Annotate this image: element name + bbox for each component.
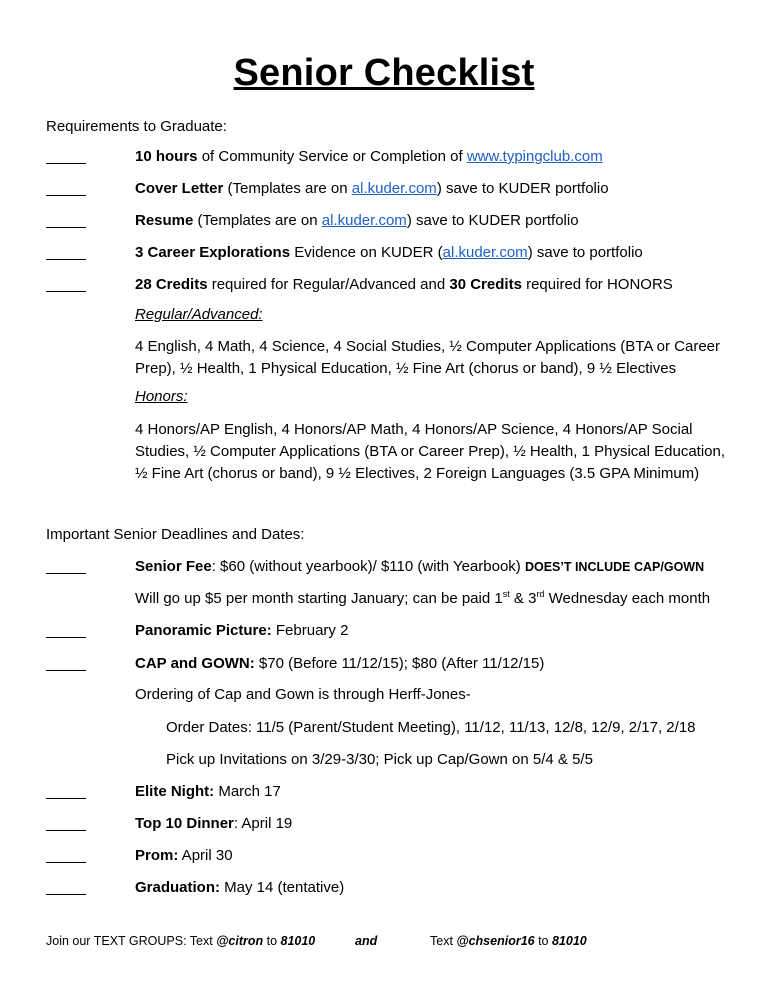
item-text-after: ) save to KUDER portfolio bbox=[406, 212, 579, 229]
typingclub-link[interactable]: www.typingclub.com bbox=[466, 148, 603, 165]
regular-requirements-text bbox=[135, 336, 728, 380]
footer-and: and bbox=[355, 934, 378, 948]
subheading-text: Honors: bbox=[135, 388, 188, 405]
item-bold: Resume bbox=[135, 212, 194, 229]
text-group-code: @citron bbox=[216, 934, 264, 948]
superscript: st bbox=[502, 589, 510, 599]
checkbox-blank[interactable] bbox=[46, 276, 86, 292]
item-bold: 3 Career Explorations bbox=[135, 244, 291, 261]
checkbox-blank[interactable] bbox=[46, 815, 86, 831]
checkbox-blank[interactable] bbox=[46, 783, 86, 799]
item-bold: 30 Credits bbox=[449, 276, 522, 293]
footer-text: Text bbox=[430, 934, 457, 948]
subheading-text: Regular/Advanced: bbox=[135, 306, 263, 323]
fee-note-caps: DOES’T INCLUDE CAP/GOWN bbox=[524, 560, 705, 574]
item-bold: 10 hours bbox=[135, 148, 198, 165]
item-text: $70 (Before 11/12/15); $80 (After 11/12/15) bbox=[254, 655, 545, 672]
item-bold: Senior Fee bbox=[135, 558, 212, 575]
page-title: Senior Checklist bbox=[233, 52, 535, 94]
footer-text: to bbox=[263, 934, 281, 948]
footer-text: Join our TEXT GROUPS: Text bbox=[46, 934, 217, 948]
text-group-code: @chsenior16 bbox=[456, 934, 535, 948]
item-text: of Community Service or Completion of bbox=[197, 148, 467, 165]
text-line: ½ Fine Art (chorus or band), 9 ½ Electives, 2 Foreign Languages (3.5 GPA Minimum) bbox=[135, 465, 700, 482]
item-bold: Graduation: bbox=[135, 879, 220, 896]
item-text: April 30 bbox=[178, 847, 233, 864]
deadlines-heading: Important Senior Deadlines and Dates: bbox=[46, 526, 305, 543]
checkbox-blank[interactable] bbox=[46, 212, 86, 228]
text-number: 81010 bbox=[551, 934, 587, 948]
order-dates: Order Dates: 11/5 (Parent/Student Meeting), 11/12, 11/13, 12/8, 12/9, 2/17, 2/18 bbox=[166, 719, 696, 736]
item-text: (Templates are on bbox=[223, 180, 352, 197]
item-bold: Panoramic Picture: bbox=[135, 622, 272, 639]
item-text: : April 19 bbox=[233, 815, 293, 832]
item-bold: Prom: bbox=[135, 847, 179, 864]
text-part: & 3 bbox=[509, 590, 537, 607]
requirements-heading: Requirements to Graduate: bbox=[46, 118, 227, 135]
item-text-after: ) save to portfolio bbox=[527, 244, 643, 261]
item-text: March 17 bbox=[214, 783, 281, 800]
text-number: 81010 bbox=[280, 934, 316, 948]
text-part: Wednesday each month bbox=[544, 590, 711, 607]
checkbox-blank[interactable] bbox=[46, 655, 86, 671]
item-text: February 2 bbox=[271, 622, 349, 639]
item-text: required for HONORS bbox=[521, 276, 673, 293]
checkbox-blank[interactable] bbox=[46, 847, 86, 863]
footer-text: to bbox=[534, 934, 552, 948]
item-bold: CAP and GOWN: bbox=[135, 655, 255, 672]
superscript: rd bbox=[536, 589, 545, 599]
item-text: (Templates are on bbox=[193, 212, 322, 229]
checkbox-blank[interactable] bbox=[46, 244, 86, 260]
senior-fee-note bbox=[135, 588, 728, 610]
kuder-link[interactable]: al.kuder.com bbox=[351, 180, 437, 197]
kuder-link[interactable]: al.kuder.com bbox=[321, 212, 407, 229]
checkbox-blank[interactable] bbox=[46, 622, 86, 638]
text-line: Studies, ½ Computer Applications (BTA or Career Prep), ½ Health, 1 Physical Education, bbox=[135, 443, 726, 460]
checkbox-blank[interactable] bbox=[46, 148, 86, 164]
checkbox-blank[interactable] bbox=[46, 558, 86, 574]
text-line: 4 English, 4 Math, 4 Science, 4 Social Studies, ½ Computer Applications (BTA or Career bbox=[135, 338, 721, 355]
checkbox-blank[interactable] bbox=[46, 879, 86, 895]
item-bold: Top 10 Dinner bbox=[135, 815, 234, 832]
item-text: Evidence on KUDER ( bbox=[290, 244, 443, 261]
text-line: 4 Honors/AP English, 4 Honors/AP Math, 4 Honors/AP Science, 4 Honors/AP Social bbox=[135, 421, 693, 438]
item-bold: Elite Night: bbox=[135, 783, 215, 800]
text-part: Will go up $5 per month starting January; can be paid 1 bbox=[135, 590, 503, 607]
item-bold: Cover Letter bbox=[135, 180, 224, 197]
item-text: May 14 (tentative) bbox=[220, 879, 345, 896]
kuder-link[interactable]: al.kuder.com bbox=[442, 244, 528, 261]
item-bold: 28 Credits bbox=[135, 276, 208, 293]
footer-text-group-2 bbox=[430, 934, 587, 948]
honors-heading bbox=[135, 386, 728, 408]
footer-text-group-1 bbox=[46, 934, 315, 948]
item-text-after: ) save to KUDER portfolio bbox=[436, 180, 609, 197]
item-text: : $60 (without yearbook)/ $110 (with Yearbook) bbox=[211, 558, 525, 575]
pickup-dates: Pick up Invitations on 3/29-3/30; Pick up Cap/Gown on 5/4 & 5/5 bbox=[166, 751, 593, 768]
honors-requirements-text bbox=[135, 419, 728, 485]
item-text: required for Regular/Advanced and bbox=[207, 276, 450, 293]
cap-gown-note: Ordering of Cap and Gown is through Herff-Jones- bbox=[135, 686, 471, 703]
checkbox-blank[interactable] bbox=[46, 180, 86, 196]
regular-advanced-heading bbox=[135, 304, 728, 326]
text-line: Prep), ½ Health, 1 Physical Education, ½ Fine Art (chorus or band), 9 ½ Electives bbox=[135, 360, 677, 377]
